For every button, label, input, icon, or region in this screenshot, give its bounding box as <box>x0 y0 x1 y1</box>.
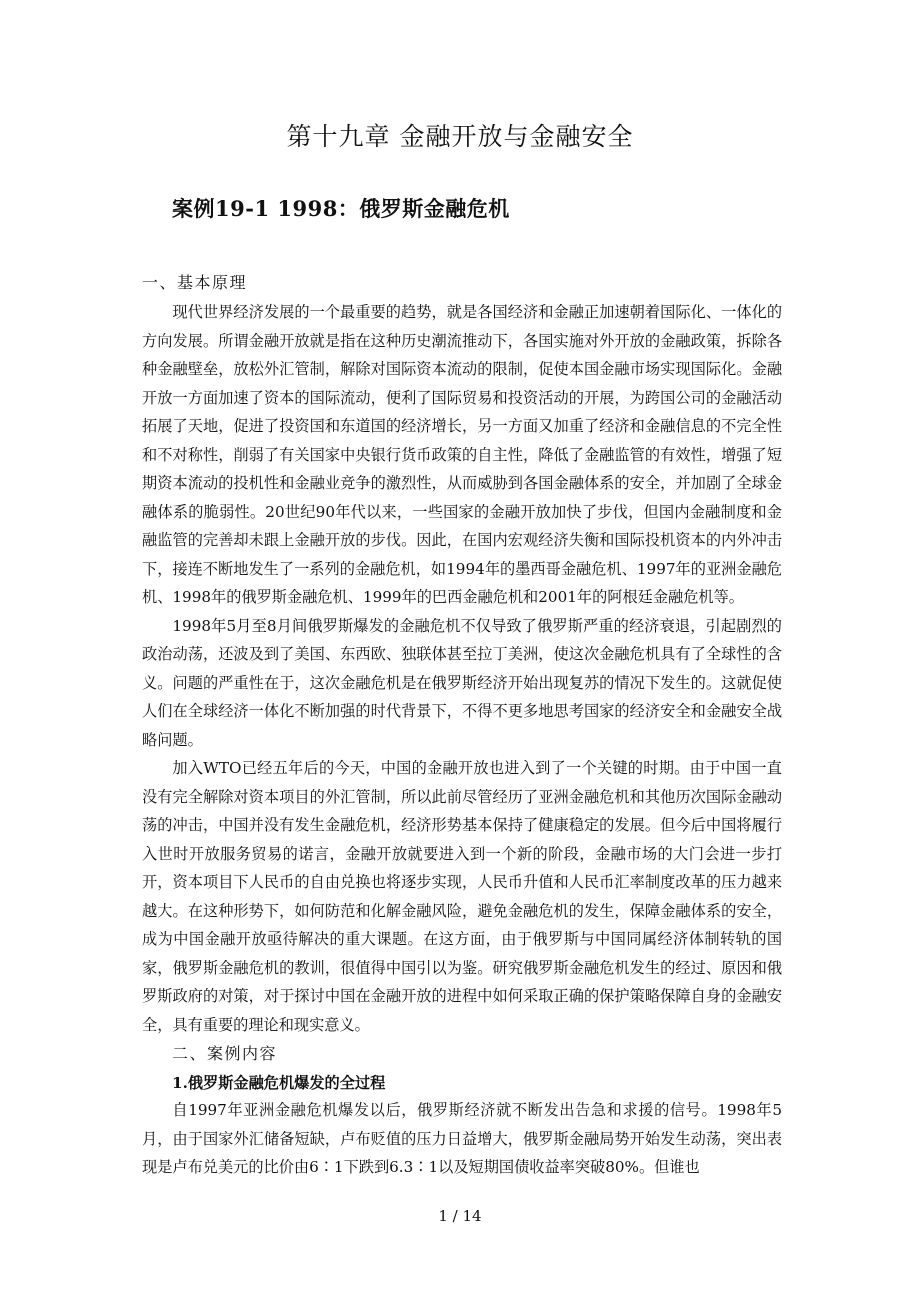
paragraph: 现代世界经济发展的一个最重要的趋势，就是各国经济和金融正加速朝着国际化、一体化的方向发展。所谓金融开放就是指在这种历史潮流推动下，各国实施对外开放的金融政策，拆除各种金融壁垒，放松外汇管制，解除对国际资本流动的限制，促使本国金融市场实现国际化。金融开放一方面加速了资本的国际流动，便利了国际贸易和投资活动的开展，为跨国公司的金融活动拓展了天地，促进了投资国和东道国的经济增长，另一方面又加重了经济和金融信息的不完全性和不对称性，削弱了有关国家中央银行货币政策的自主性，降低了金融监管的有效性，增强了短期资本流动的投机性和金融业竞争的激烈性，从而威胁到各国金融体系的安全，并加剧了全球金融体系的脆弱性。20世纪90年代以来，一些国家的金融开放加快了步伐，但国内金融制度和金融监管的完善却未跟上金融开放的步伐。因此，在国内宏观经济失衡和国际投机资本的内外冲击下，接连不断地发生了一系列的金融危机，如1994年的墨西哥金融危机、1997年的亚洲金融危机、1998年的俄罗斯金融危机、1999年的巴西金融危机和2001年的阿根廷金融危机等。 <box>142 303 782 606</box>
paragraph: 自1997年亚洲金融危机爆发以后，俄罗斯经济就不断发出告急和求援的信号。1998年5月，由于国家外汇储备短缺，卢布贬值的压力日益增大，俄罗斯金融局势开始发生动荡，突出表现是卢布兑美元的比价由6∶1下跌到6.3∶1以及短期国债收益率突破80%。但谁也 <box>142 1101 782 1176</box>
case-content-body <box>142 1096 782 1182</box>
principles-body <box>142 298 782 1039</box>
paragraph: 1998年5月至8月间俄罗斯爆发的金融危机不仅导致了俄罗斯严重的经济衰退，引起剧烈的政治动荡，还波及到了美国、东西欧、独联体甚至拉丁美洲，使这次金融危机具有了全球性的含义。问题的严重性在于，这次金融危机是在俄罗斯经济开始出现复苏的情况下发生的。这就促使人们在全球经济一体化不断加强的时代背景下，不得不更多地思考国家的经济安全和金融安全战略问题。 <box>142 616 782 749</box>
subsection-heading: 1.俄罗斯金融危机爆发的全过程 <box>172 1074 386 1092</box>
case-title: 案例19-1 1998：俄罗斯金融危机 <box>172 196 510 221</box>
paragraph: 加入WTO已经五年后的今天，中国的金融开放也进入到了一个关键的时期。由于中国一直没有完全解除对资本项目的外汇管制，所以此前尽管经历了亚洲金融危机和其他历次国际金融动荡的冲击，中国并没有发生金融危机，经济形势基本保持了健康稳定的发展。但今后中国将履行入世时开放服务贸易的诺言，金融开放就要进入到一个新的阶段，金融市场的大门会进一步打开，资本项目下人民币的自由兑换也将逐步实现，人民币升值和人民币汇率制度改革的压力越来越大。在这种形势下，如何防范和化解金融风险，避免金融危机的发生，保障金融体系的安全，成为中国金融开放亟待解决的重大课题。在这方面，由于俄罗斯与中国同属经济体制转轨的国家，俄罗斯金融危机的教训，很值得中国引以为鉴。研究俄罗斯金融危机发生的经过、原因和俄罗斯政府的对策，对于探讨中国在金融开放的进程中如何采取正确的保护策略保障自身的金融安全，具有重要的理论和现实意义。 <box>142 759 782 1034</box>
section-heading-case-content: 二、案例内容 <box>172 1044 278 1063</box>
section-heading-principles: 一、基本原理 <box>142 273 248 292</box>
page-number: 1 / 14 <box>438 1207 482 1225</box>
chapter-title: 第十九章 金融开放与金融安全 <box>286 122 634 151</box>
